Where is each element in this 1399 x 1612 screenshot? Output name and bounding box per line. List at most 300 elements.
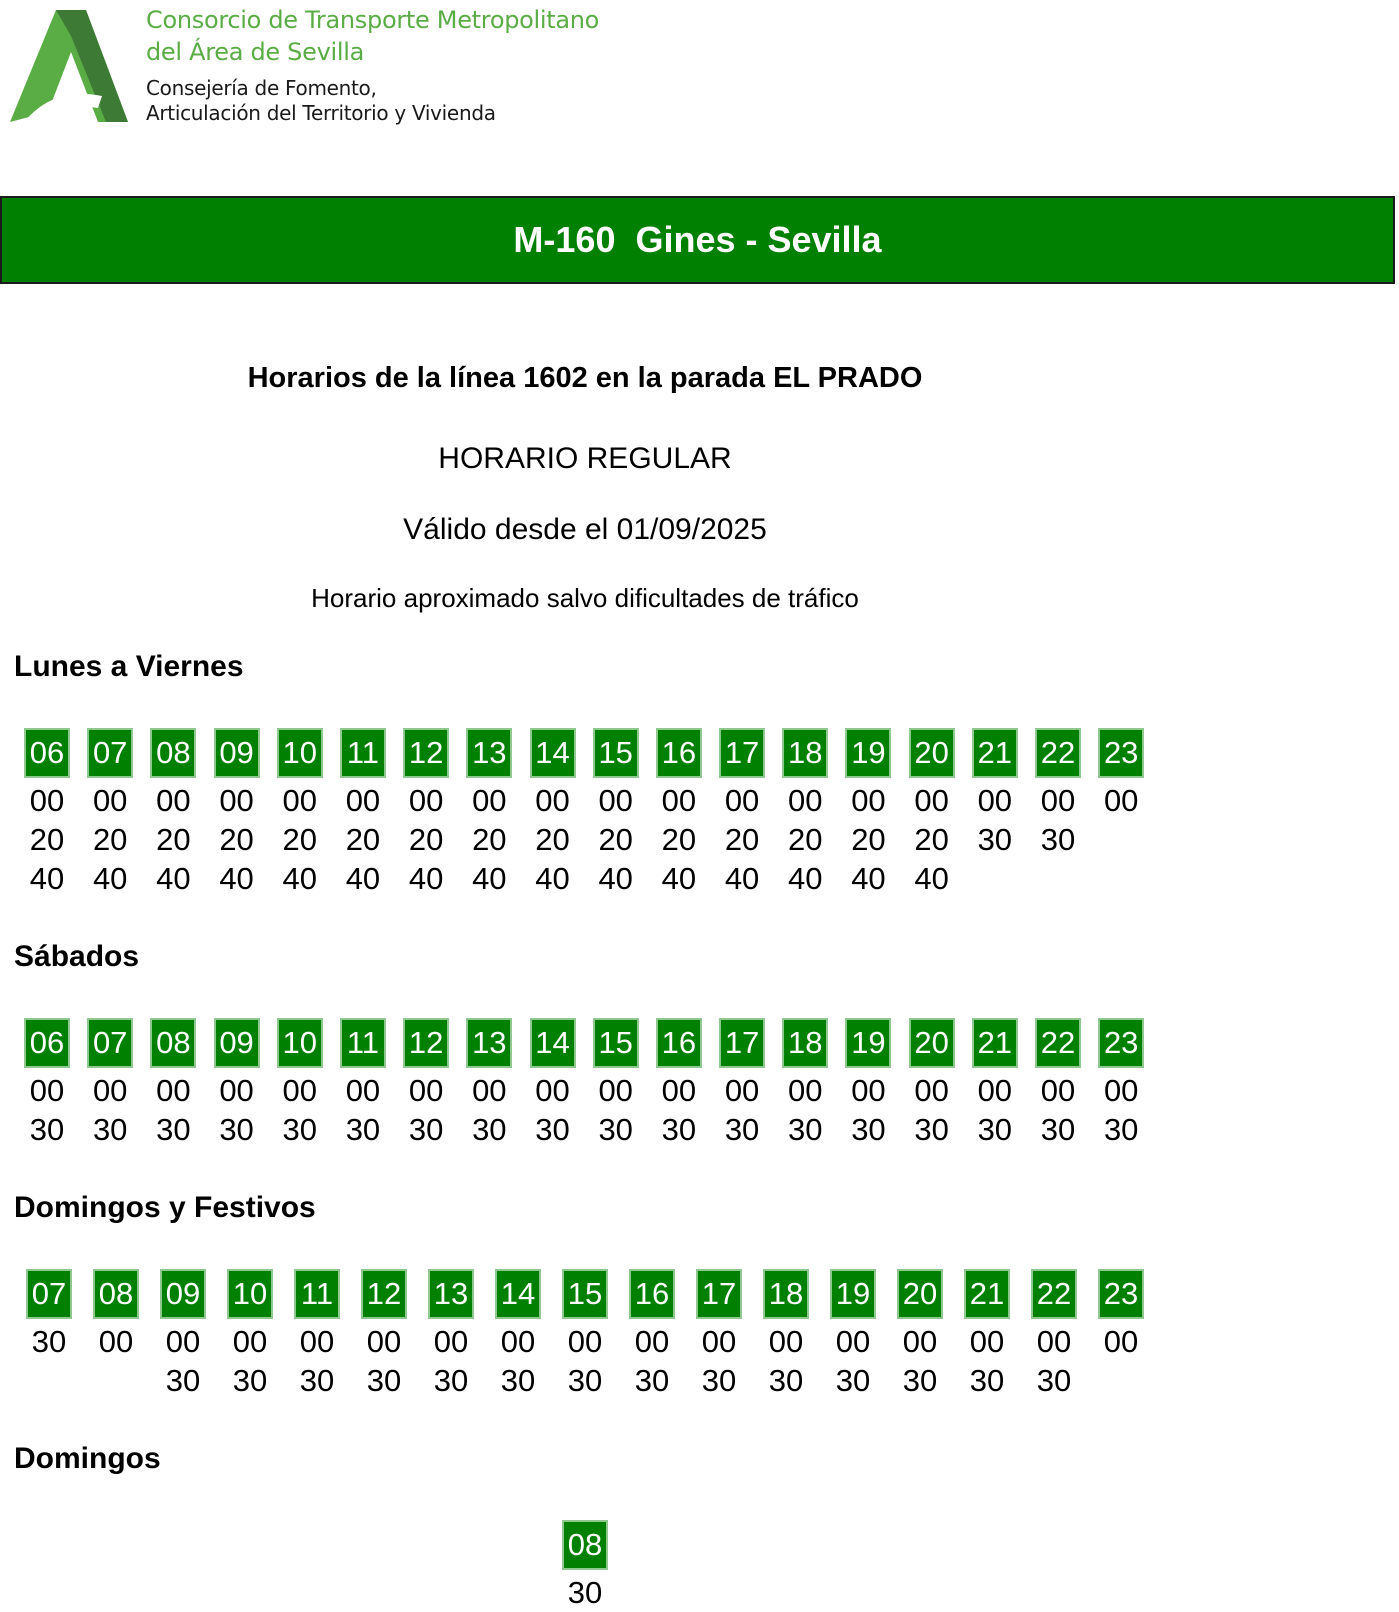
hour-column [466, 728, 512, 898]
departure-minute: 00 [1040, 783, 1076, 818]
departure-minute: 40 [156, 861, 191, 896]
hour-column [782, 1018, 828, 1149]
minutes-list [635, 1322, 669, 1400]
departure-minute: 00 [851, 783, 886, 818]
departure-minute: 30 [156, 1112, 191, 1147]
hour-column [403, 728, 449, 898]
departure-minute: 40 [408, 861, 444, 896]
minutes-list [903, 1322, 937, 1400]
hour-column [466, 1018, 512, 1149]
valid-from: Válido desde el 01/09/2025 [403, 513, 767, 546]
hour-badge: 16 [629, 1269, 675, 1319]
hour-column [1098, 1269, 1144, 1400]
departure-minute: 40 [282, 861, 317, 896]
hour-column [909, 728, 955, 898]
junta-andalucia-logo-icon [10, 10, 132, 126]
departure-minute: 00 [433, 1324, 469, 1359]
departure-minute: 40 [661, 861, 697, 896]
hour-badge: 19 [845, 1018, 891, 1068]
departure-minute: 30 [788, 1112, 823, 1147]
hour-badge: 20 [909, 728, 955, 778]
departure-minute: 00 [156, 1073, 191, 1108]
hour-badge: 16 [656, 1018, 702, 1068]
hour-column [845, 728, 891, 898]
minutes-list [598, 781, 632, 898]
hour-badge: 10 [227, 1269, 273, 1319]
hour-column [277, 728, 323, 898]
departure-minute: 00 [724, 1073, 760, 1108]
hour-column [1098, 728, 1144, 898]
hour-column [428, 1269, 474, 1400]
hour-column [763, 1269, 809, 1400]
departure-minute: 00 [977, 1073, 1013, 1108]
hour-badge: 22 [1035, 728, 1081, 778]
minutes-list [535, 1071, 569, 1149]
departure-minute: 30 [29, 1112, 65, 1147]
departure-minute: 30 [1040, 1112, 1076, 1147]
departure-minute: 20 [408, 822, 444, 857]
hour-badge: 14 [530, 1018, 576, 1068]
hour-column [719, 728, 765, 898]
departure-minute: 00 [156, 783, 191, 818]
departure-minute: 40 [598, 861, 633, 896]
minutes-list [32, 1322, 66, 1361]
minutes-list [662, 781, 696, 898]
hour-column [150, 728, 196, 898]
departure-minute: 30 [567, 1363, 603, 1398]
org-name-line1: Consorcio de Transporte Metropolitano [146, 6, 600, 34]
departure-minute: 00 [598, 1073, 633, 1108]
hour-column [24, 1018, 70, 1149]
departure-minute: 00 [282, 783, 317, 818]
departure-minute: 40 [92, 861, 128, 896]
departure-minute: 00 [345, 1073, 381, 1108]
hour-column [93, 1269, 139, 1400]
departure-minute: 00 [92, 1073, 128, 1108]
minutes-list [233, 1322, 267, 1400]
minutes-list [598, 1071, 632, 1149]
hour-column [972, 1018, 1018, 1149]
departure-minute: 30 [902, 1363, 938, 1398]
minutes-list [970, 1322, 1004, 1400]
departure-minute: 00 [788, 783, 823, 818]
departure-minute: 30 [724, 1112, 760, 1147]
stop-title: Horarios de la línea 1602 en la parada EL PRADO [247, 362, 923, 394]
minutes-list [219, 781, 253, 898]
minutes-list [346, 781, 380, 898]
departure-minute: 00 [282, 1073, 317, 1108]
departure-minute: 30 [433, 1363, 469, 1398]
minutes-list [851, 781, 885, 898]
hour-column [593, 1018, 639, 1149]
minutes-list [472, 781, 506, 898]
minutes-list [93, 781, 127, 898]
hour-column [562, 1520, 608, 1612]
minutes-list [156, 781, 190, 898]
hour-column [340, 728, 386, 898]
minutes-list [93, 1071, 127, 1149]
hour-column [1098, 1018, 1144, 1149]
timetable-sundays [562, 1520, 608, 1612]
minutes-list [1104, 781, 1138, 820]
departure-minute: 00 [232, 1324, 268, 1359]
departure-minute: 00 [366, 1324, 402, 1359]
departure-minute: 20 [156, 822, 191, 857]
minutes-list [535, 781, 569, 898]
hour-column [530, 728, 576, 898]
departure-minute: 30 [345, 1112, 381, 1147]
departure-minute: 00 [472, 1073, 507, 1108]
departure-minute: 00 [1103, 1073, 1139, 1108]
departure-minute: 00 [661, 1073, 697, 1108]
departure-minute: 20 [282, 822, 317, 857]
departure-minute: 00 [914, 783, 949, 818]
hour-badge: 12 [361, 1269, 407, 1319]
hour-badge: 22 [1035, 1018, 1081, 1068]
hour-badge: 08 [93, 1269, 139, 1319]
hour-badge: 21 [964, 1269, 1010, 1319]
departure-minute: 20 [724, 822, 760, 857]
minutes-list [219, 1071, 253, 1149]
hour-column [656, 1018, 702, 1149]
departure-minute: 00 [472, 783, 507, 818]
departure-minute: 00 [914, 1073, 949, 1108]
hour-badge: 07 [87, 728, 133, 778]
minutes-list [30, 781, 64, 898]
schedule-type: HORARIO REGULAR [438, 442, 732, 475]
departure-minute: 00 [969, 1324, 1005, 1359]
hour-badge: 08 [150, 1018, 196, 1068]
minutes-list [662, 1071, 696, 1149]
minutes-list [702, 1322, 736, 1400]
departure-minute: 00 [788, 1073, 823, 1108]
departure-minute: 30 [768, 1363, 804, 1398]
hour-column [150, 1018, 196, 1149]
hour-column [530, 1018, 576, 1149]
departure-minute: 40 [345, 861, 381, 896]
minutes-list [409, 781, 443, 898]
minutes-list [166, 1322, 200, 1400]
departure-minute: 30 [567, 1575, 603, 1610]
hour-column [340, 1018, 386, 1149]
hour-column [1031, 1269, 1077, 1400]
hour-column [361, 1269, 407, 1400]
hour-column [24, 728, 70, 898]
departure-minute: 30 [232, 1363, 268, 1398]
hour-badge: 16 [656, 728, 702, 778]
departure-minute: 30 [634, 1363, 670, 1398]
minutes-list [1104, 1322, 1138, 1361]
departure-minute: 00 [98, 1324, 134, 1359]
section-title-weekdays: Lunes a Viernes [14, 650, 244, 683]
departure-minute: 30 [598, 1112, 633, 1147]
departure-minute: 30 [701, 1363, 737, 1398]
hour-column [403, 1018, 449, 1149]
minutes-list [1104, 1071, 1138, 1149]
minutes-list [30, 1071, 64, 1149]
departure-minute: 00 [701, 1324, 737, 1359]
departure-minute: 00 [92, 783, 128, 818]
hour-badge: 17 [696, 1269, 742, 1319]
minutes-list [283, 781, 317, 898]
hour-badge: 10 [277, 1018, 323, 1068]
minutes-list [788, 781, 822, 898]
hour-column [87, 1018, 133, 1149]
departure-minute: 00 [1103, 1324, 1139, 1359]
hour-column [909, 1018, 955, 1149]
hour-column [562, 1269, 608, 1400]
departure-minute: 20 [598, 822, 633, 857]
hour-column [26, 1269, 72, 1400]
timetable-weekdays [24, 728, 1144, 898]
departure-minute: 30 [535, 1112, 570, 1147]
minutes-list [283, 1071, 317, 1149]
minutes-list [99, 1322, 133, 1361]
hour-column [1035, 1018, 1081, 1149]
departure-minute: 30 [219, 1112, 254, 1147]
departure-minute: 00 [661, 783, 697, 818]
hour-column [1035, 728, 1081, 898]
departure-minute: 00 [29, 783, 65, 818]
departure-minute: 40 [29, 861, 65, 896]
hour-badge: 06 [24, 1018, 70, 1068]
hour-badge: 11 [294, 1269, 340, 1319]
departure-minute: 30 [661, 1112, 697, 1147]
hour-column [629, 1269, 675, 1400]
departure-minute: 20 [472, 822, 507, 857]
minutes-list [434, 1322, 468, 1400]
minutes-list [769, 1322, 803, 1400]
departure-minute: 40 [472, 861, 507, 896]
minutes-list [725, 781, 759, 898]
departure-minute: 00 [408, 1073, 444, 1108]
section-title-saturdays: Sábados [14, 940, 140, 973]
minutes-list [1041, 1071, 1075, 1149]
hour-column [160, 1269, 206, 1400]
hour-badge: 23 [1098, 1269, 1144, 1319]
departure-minute: 00 [29, 1073, 65, 1108]
departure-minute: 00 [835, 1324, 871, 1359]
section-title-sundays: Domingos [14, 1442, 161, 1475]
minutes-list [568, 1322, 602, 1400]
hour-column [972, 728, 1018, 898]
hour-badge: 18 [782, 1018, 828, 1068]
minutes-list [978, 781, 1012, 859]
hour-badge: 07 [87, 1018, 133, 1068]
hour-badge: 11 [340, 728, 386, 778]
hour-badge: 15 [562, 1269, 608, 1319]
departure-minute: 30 [969, 1363, 1005, 1398]
hour-badge: 06 [24, 728, 70, 778]
hour-column [845, 1018, 891, 1149]
departure-minute: 20 [345, 822, 381, 857]
departure-minute: 30 [835, 1363, 871, 1398]
departure-minute: 30 [914, 1112, 949, 1147]
departure-minute: 00 [634, 1324, 670, 1359]
hour-badge: 20 [897, 1269, 943, 1319]
minutes-list [788, 1071, 822, 1149]
departure-minute: 00 [535, 783, 570, 818]
departure-minute: 00 [1103, 783, 1139, 818]
departure-minute: 30 [1040, 822, 1076, 857]
minutes-list [300, 1322, 334, 1400]
departure-minute: 20 [219, 822, 254, 857]
departure-minute: 00 [724, 783, 760, 818]
minutes-list [156, 1071, 190, 1149]
departure-minute: 00 [345, 783, 381, 818]
hour-badge: 23 [1098, 1018, 1144, 1068]
hour-column [897, 1269, 943, 1400]
departure-minute: 30 [1103, 1112, 1139, 1147]
departure-minute: 40 [914, 861, 949, 896]
departure-minute: 40 [535, 861, 570, 896]
departure-minute: 00 [535, 1073, 570, 1108]
departure-minute: 20 [914, 822, 949, 857]
hour-badge: 15 [593, 728, 639, 778]
minutes-list [836, 1322, 870, 1400]
minutes-list [367, 1322, 401, 1400]
hour-badge: 23 [1098, 728, 1144, 778]
minutes-list [914, 781, 948, 898]
timetable-saturdays [24, 1018, 1144, 1149]
departure-minute: 00 [219, 783, 254, 818]
departure-minute: 00 [851, 1073, 886, 1108]
departure-minute: 40 [219, 861, 254, 896]
hour-column [277, 1018, 323, 1149]
hour-badge: 09 [214, 1018, 260, 1068]
hour-badge: 08 [150, 728, 196, 778]
minutes-list [1037, 1322, 1071, 1400]
hour-badge: 12 [403, 728, 449, 778]
hour-badge: 13 [466, 1018, 512, 1068]
departure-minute: 00 [598, 783, 633, 818]
minutes-list [1041, 781, 1075, 859]
departure-minute: 00 [299, 1324, 335, 1359]
hour-badge: 11 [340, 1018, 386, 1068]
minutes-list [409, 1071, 443, 1149]
hour-column [830, 1269, 876, 1400]
hour-badge: 13 [428, 1269, 474, 1319]
departure-minute: 00 [408, 783, 444, 818]
departure-minute: 30 [31, 1324, 67, 1359]
hour-badge: 17 [719, 728, 765, 778]
hour-column [719, 1018, 765, 1149]
departure-minute: 00 [219, 1073, 254, 1108]
departure-minute: 30 [282, 1112, 317, 1147]
hour-column [964, 1269, 1010, 1400]
hour-badge: 10 [277, 728, 323, 778]
hour-badge: 14 [530, 728, 576, 778]
minutes-list [725, 1071, 759, 1149]
hour-column [593, 728, 639, 898]
departure-minute: 30 [366, 1363, 402, 1398]
hour-column [214, 1018, 260, 1149]
departure-minute: 30 [851, 1112, 886, 1147]
departure-minute: 40 [788, 861, 823, 896]
departure-minute: 40 [851, 861, 886, 896]
section-title-sundays-holidays: Domingos y Festivos [14, 1191, 316, 1224]
departure-minute: 30 [92, 1112, 128, 1147]
hour-badge: 09 [214, 728, 260, 778]
departure-minute: 30 [472, 1112, 507, 1147]
departure-minute: 00 [902, 1324, 938, 1359]
minutes-list [851, 1071, 885, 1149]
hour-badge: 22 [1031, 1269, 1077, 1319]
hour-badge: 09 [160, 1269, 206, 1319]
minutes-list [346, 1071, 380, 1149]
hour-badge: 15 [593, 1018, 639, 1068]
departure-minute: 40 [724, 861, 760, 896]
route-banner [0, 196, 1395, 284]
hour-badge: 19 [830, 1269, 876, 1319]
hour-badge: 14 [495, 1269, 541, 1319]
hour-column [696, 1269, 742, 1400]
departure-minute: 20 [788, 822, 823, 857]
departure-minute: 20 [851, 822, 886, 857]
departure-minute: 30 [977, 822, 1013, 857]
org-name-line2: del Área de Sevilla [146, 38, 364, 66]
hour-badge: 20 [909, 1018, 955, 1068]
hour-badge: 17 [719, 1018, 765, 1068]
hour-column [294, 1269, 340, 1400]
departure-minute: 30 [165, 1363, 201, 1398]
departure-minute: 30 [500, 1363, 536, 1398]
hour-badge: 18 [782, 728, 828, 778]
minutes-list [568, 1573, 602, 1612]
route-title: M-160 Gines - Sevilla [513, 219, 882, 260]
departure-minute: 00 [977, 783, 1013, 818]
minutes-list [978, 1071, 1012, 1149]
departure-minute: 20 [29, 822, 65, 857]
departure-minute: 00 [768, 1324, 804, 1359]
hour-badge: 07 [26, 1269, 72, 1319]
hour-badge: 08 [562, 1520, 608, 1570]
hour-badge: 18 [763, 1269, 809, 1319]
hour-badge: 13 [466, 728, 512, 778]
hour-column [214, 728, 260, 898]
departure-minute: 30 [977, 1112, 1013, 1147]
departure-minute: 30 [408, 1112, 444, 1147]
departure-minute: 00 [1040, 1073, 1076, 1108]
departure-minute: 20 [535, 822, 570, 857]
minutes-list [472, 1071, 506, 1149]
departure-minute: 20 [661, 822, 697, 857]
timetable-sundays-holidays [26, 1269, 1144, 1400]
departure-minute: 00 [567, 1324, 603, 1359]
hour-column [782, 728, 828, 898]
hour-badge: 21 [972, 1018, 1018, 1068]
traffic-note: Horario aproximado salvo dificultades de tráfico [311, 583, 859, 613]
departure-minute: 00 [1036, 1324, 1072, 1359]
dept-name-line2: Articulación del Territorio y Vivienda [146, 101, 496, 125]
hour-badge: 12 [403, 1018, 449, 1068]
departure-minute: 00 [500, 1324, 536, 1359]
organization-header [146, 4, 599, 126]
departure-minute: 30 [299, 1363, 335, 1398]
hour-column [656, 728, 702, 898]
hour-column [495, 1269, 541, 1400]
minutes-list [914, 1071, 948, 1149]
hour-column [87, 728, 133, 898]
minutes-list [501, 1322, 535, 1400]
hour-column [227, 1269, 273, 1400]
hour-badge: 21 [972, 728, 1018, 778]
hour-badge: 19 [845, 728, 891, 778]
departure-minute: 20 [92, 822, 128, 857]
dept-name-line1: Consejería de Fomento, [146, 76, 377, 100]
departure-minute: 30 [1036, 1363, 1072, 1398]
departure-minute: 00 [165, 1324, 201, 1359]
